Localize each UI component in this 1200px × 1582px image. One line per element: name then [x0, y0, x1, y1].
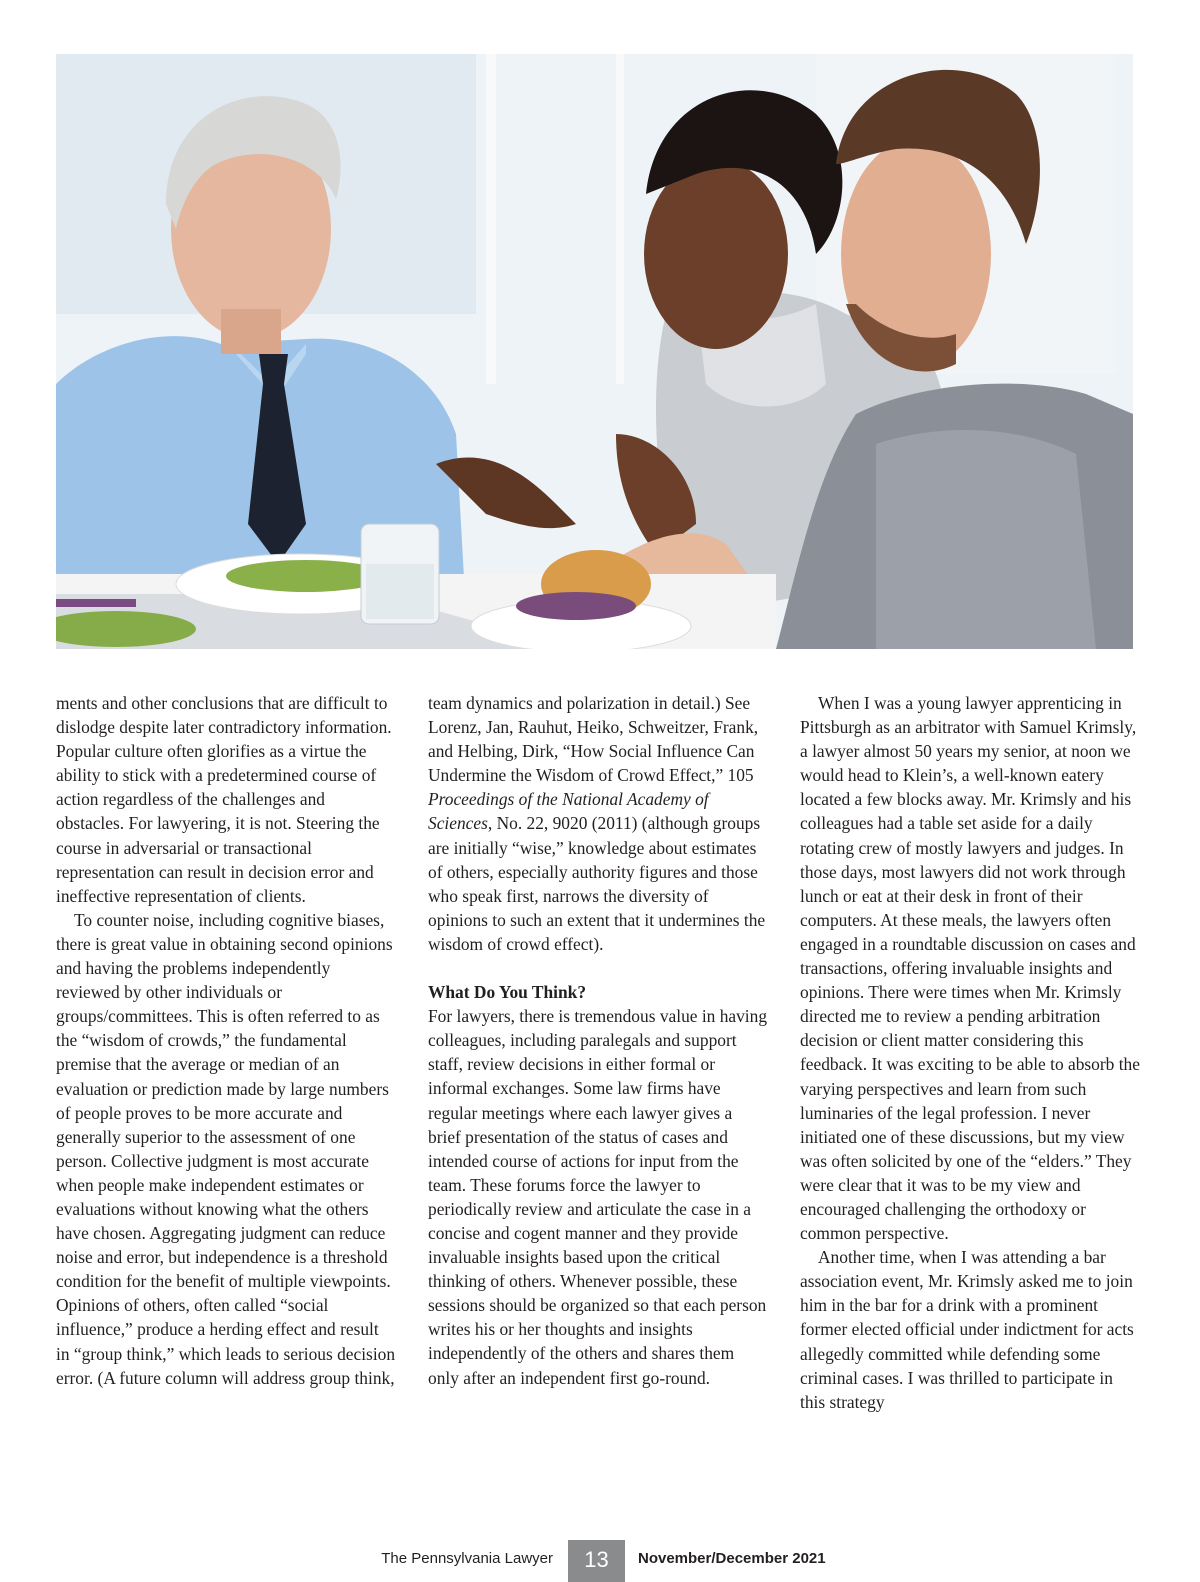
paragraph-text: , No. 22, 9020 (2011) (although groups are initially “wise,” knowledge about estimates of others, especially authority figures and those who speak first, narrows the diversity of opinions to such an extent that it undermines the wisdom of crowd effect).: [428, 813, 766, 954]
article-photo: [56, 54, 1133, 649]
paragraph: [428, 691, 768, 956]
page-footer: [0, 1540, 1200, 1582]
issue-date: November/December 2021: [638, 1550, 826, 1567]
paragraph: To counter noise, including cognitive biases, there is great value in obtaining second opinions and having the problems independently reviewed by other individuals or groups/committees. This is often referred to as the “wisdom of crowds,” the fundamental premise that the average or median of an evaluation or prediction made by large numbers of people proves to be more accurate and generally superior to the assessment of one person. Collective judgment is most accurate when people make independent estimates or evaluations without knowing what the others have chosen. Aggregating judgment can reduce noise and error, but independence is a threshold condition for the benefit of multiple viewpoints. Opinions of others, often called “social influence,” produce a herding effect and result in “group think,” which leads to serious decision error. (A future column will address group think,: [56, 909, 396, 1388]
article-column-3: [800, 691, 1140, 1414]
page-number: 13: [568, 1540, 625, 1582]
paragraph: For lawyers, there is tremendous value in having colleagues, including paralegals and support staff, review decisions in either formal or informal exchanges. Some law firms have regular meetings where each lawyer gives a brief presentation of the status of cases and intended course of actions for input from the team. These forums force the lawyer to periodically review and articulate the case in a concise and cogent manner and they provide invaluable insights based upon the critical thinking of others. Whenever possible, these sessions should be organized so that each person writes his or her thoughts and insights independently of the others and shares them only after an independent first go-round.: [428, 1006, 768, 1388]
paragraph-text: team dynamics and polarization in detail.) See Lorenz, Jan, Rauhut, Heiko, Schweitzer, Frank, and Helbing, Dirk, “How Social Influence Can Undermine the Wisdom of Crowd Effect,” 105: [428, 693, 759, 786]
journal-title: Proceedings of the National Academy of Sciences: [428, 789, 709, 834]
article-column-1: [56, 691, 396, 1390]
section-heading: What Do You Think?: [428, 982, 587, 1003]
paragraph: ments and other conclusions that are difficult to dislodge despite later contradictory information. Popular culture often glorifies as a virtue the ability to stick with a predetermined course of action regardless of the challenges and obstacles. For lawyering, it is not. Steering the course in adversarial or transactional representation can result in decision error and ineffective representation of clients.: [56, 693, 392, 906]
article-column-2: [428, 691, 768, 1390]
photo-illustration: [56, 54, 1133, 649]
paragraph: When I was a young lawyer apprenticing in Pittsburgh as an arbitrator with Samuel Krimsly, a lawyer almost 50 years my senior, at noon we would head to Klein’s, a well-known eatery located a few blocks away. Mr. Krimsly and his colleagues had a table set aside for a daily rotating crew of mostly lawyers and judges. In those days, most lawyers did not work through lunch or eat at their desk in front of their computers. At these meals, the lawyers often engaged in a roundtable discussion on cases and transactions, offering invaluable insights and opinions. There were times when Mr. Krimsly directed me to review a pending arbitration decision or client matter considering this feedback. It was exciting to be able to absorb the varying perspectives and learn from such luminaries of the legal profession. I never initiated one of these discussions, but my view was often solicited by one of the “elders.” They were clear that it was to be my view and encouraged challenging the orthodoxy or common perspective.: [800, 693, 1140, 1244]
publication-name: The Pennsylvania Lawyer: [381, 1550, 553, 1567]
paragraph: Another time, when I was attending a bar association event, Mr. Krimsly asked me to join him in the bar for a drink with a prominent former elected official under indictment for acts allegedly committed while defending some criminal cases. I was thrilled to participate in this strategy: [800, 1247, 1134, 1412]
